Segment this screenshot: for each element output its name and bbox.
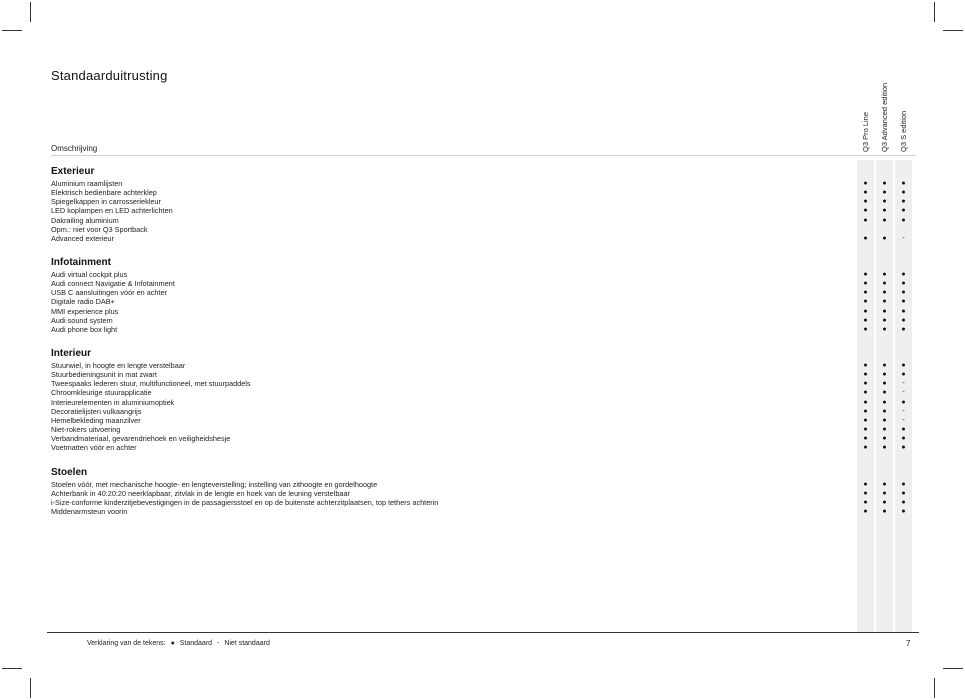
availability-mark: ● (901, 316, 906, 324)
availability-mark: ● (882, 490, 887, 498)
row-label: Audi virtual cockpit plus (51, 270, 128, 279)
availability-mark: ● (863, 416, 868, 424)
availability-mark: ● (863, 490, 868, 498)
footer-divider (47, 632, 919, 633)
table-row (51, 279, 921, 288)
availability-mark: ● (882, 280, 887, 288)
section-title: Stoelen (51, 467, 88, 478)
availability-mark: ● (863, 389, 868, 397)
row-label: Hemelbekleding maanzilver (51, 415, 141, 425)
table-row (51, 325, 921, 334)
legend-standard-symbol: ● (170, 640, 175, 647)
description-column-header: Omschrijving (51, 144, 98, 153)
page-title: Standaarduitrusting (51, 68, 168, 83)
availability-mark: ● (882, 307, 887, 315)
availability-mark: ● (863, 207, 868, 215)
table-row (51, 188, 921, 197)
availability-mark: ● (882, 416, 887, 424)
availability-mark: ● (882, 216, 887, 224)
row-label: Voetmatten vóór en achter (51, 443, 137, 453)
availability-mark: ● (863, 371, 868, 379)
availability-mark: ● (901, 216, 906, 224)
availability-mark: ● (863, 444, 868, 452)
availability-mark: ● (901, 490, 906, 498)
availability-mark: ● (863, 189, 868, 197)
crop-mark (943, 668, 963, 669)
availability-mark: ● (882, 362, 887, 369)
legend-standard-label: Standaard (179, 640, 213, 647)
section-title: Exterieur (51, 166, 95, 177)
row-label: Dakrailing aluminium (51, 215, 119, 225)
availability-mark: ● (863, 198, 868, 206)
table-row (51, 398, 921, 407)
availability-mark: ● (882, 508, 887, 516)
availability-mark: ● (882, 198, 887, 206)
table-row (51, 288, 921, 297)
row-label: Decoratielijsten vulkaangrijs (51, 406, 142, 416)
table-row (51, 425, 921, 434)
table-row (51, 361, 921, 370)
section-title: Infotainment (51, 257, 111, 268)
table-row (51, 379, 921, 388)
crop-mark (2, 668, 22, 669)
row-label: Tweespaaks lederen stuur, multifunctioneel, met stuurpaddels (51, 379, 251, 389)
availability-mark: ● (901, 362, 906, 369)
table-row (51, 197, 921, 206)
availability-mark: ● (882, 426, 887, 434)
availability-mark: ● (901, 426, 906, 434)
availability-mark: ● (882, 371, 887, 379)
legend-nonstandard-symbol: - (217, 640, 220, 647)
table-row (51, 234, 921, 243)
row-label: Elektrisch bedienbare achterklep (51, 188, 157, 198)
availability-mark: ● (882, 298, 887, 306)
crop-mark (943, 30, 963, 31)
legend-prefix: Verklaring van de tekens: (87, 640, 166, 647)
table-row (51, 370, 921, 379)
availability-mark: ● (901, 280, 906, 288)
availability-mark: ● (882, 499, 887, 507)
availability-mark: ● (882, 180, 887, 187)
row-label: Achterbank in 40:20:20 neerklapbaar, zitvlak in de lengte en hoek van de leuning verstelbaar (51, 489, 350, 499)
row-label: Verbandmateriaal, gevarendriehoek en veiligheidshesje (51, 434, 231, 444)
crop-mark (30, 678, 31, 698)
availability-mark: ● (882, 407, 887, 415)
table-row (51, 407, 921, 416)
availability-mark: ● (863, 499, 868, 507)
table-row (51, 216, 921, 225)
row-label: Spiegelkappen in carrosseriekleur (51, 197, 161, 207)
availability-mark: ● (901, 189, 906, 197)
availability-mark: ● (901, 325, 906, 333)
availability-mark: - (902, 234, 905, 242)
table-row (51, 434, 921, 443)
column-header-s-edition: Q3 S edition (899, 110, 908, 152)
table-row (51, 179, 921, 188)
row-label: Digitale radio DAB+ (51, 297, 115, 307)
column-header-advanced-edition: Q3 Advanced edition (880, 82, 889, 152)
row-label: i-Size-conforme kinderzitjebevestigingen in de passagiersstoel en op de buitenste achterzitplaatsen, top tethers achterin (51, 498, 439, 508)
availability-mark: ● (882, 234, 887, 242)
crop-mark (934, 2, 935, 22)
availability-mark: ● (863, 289, 868, 297)
crop-mark (2, 30, 22, 31)
availability-mark: ● (863, 380, 868, 388)
availability-mark: ● (863, 435, 868, 443)
availability-mark: ● (882, 481, 887, 488)
row-label: Interieurelementen in aluminiumoptiek (51, 397, 175, 407)
table-row (51, 489, 921, 498)
section-title: Interieur (51, 348, 92, 359)
availability-mark: ● (901, 180, 906, 187)
header-divider (51, 155, 916, 156)
table-row (51, 225, 921, 234)
availability-mark: ● (863, 508, 868, 516)
availability-mark: - (902, 380, 905, 388)
row-label: Middenarmsteun voorin (51, 507, 128, 517)
availability-mark: ● (863, 298, 868, 306)
availability-mark: ● (863, 216, 868, 224)
availability-mark: - (902, 416, 905, 424)
column-header-pro-line: Q3 Pro Line (861, 111, 870, 152)
availability-mark: ● (901, 289, 906, 297)
availability-mark: ● (901, 444, 906, 452)
row-label: Stuurbedieningsunit in mat zwart (51, 370, 157, 380)
availability-mark: ● (882, 444, 887, 452)
availability-mark: ● (863, 307, 868, 315)
availability-mark: ● (901, 298, 906, 306)
availability-mark: ● (863, 426, 868, 434)
availability-mark: ● (882, 189, 887, 197)
table-row (51, 443, 921, 452)
availability-mark: ● (901, 198, 906, 206)
row-label: Audi phone box light (51, 324, 118, 334)
legend-nonstandard-label: Niet standaard (224, 640, 270, 647)
row-label: Audi connect Navigatie & Infotainment (51, 279, 175, 289)
availability-mark: - (902, 389, 905, 397)
crop-mark (934, 678, 935, 698)
availability-mark: ● (901, 508, 906, 516)
availability-mark: ● (901, 481, 906, 488)
availability-mark: ● (882, 435, 887, 443)
table-row (51, 297, 921, 306)
row-label: Opm.: niet voor Q3 Sportback (51, 224, 148, 234)
table-row (51, 388, 921, 397)
table-row (51, 480, 921, 489)
availability-mark: ● (901, 371, 906, 379)
row-label: MMI experience plus (51, 306, 119, 316)
availability-mark: ● (901, 435, 906, 443)
availability-mark: ● (863, 316, 868, 324)
availability-mark: ● (863, 325, 868, 333)
legend (87, 640, 273, 647)
table-row (51, 206, 921, 215)
availability-mark: ● (863, 407, 868, 415)
availability-mark: ● (863, 481, 868, 488)
availability-mark: ● (882, 316, 887, 324)
availability-mark: ● (901, 398, 906, 406)
availability-mark: ● (863, 362, 868, 369)
availability-mark: - (902, 407, 905, 415)
availability-mark: ● (882, 271, 887, 278)
table-row (51, 498, 921, 507)
row-label: Stuurwiel, in hoogte en lengte verstelbaar (51, 361, 186, 370)
row-label: Stoelen vóór, met mechanische hoogte- en lengteverstelling; instelling van zithoogte en gordelhoogte (51, 480, 378, 489)
availability-mark: ● (863, 180, 868, 187)
availability-mark: ● (882, 289, 887, 297)
crop-mark (30, 2, 31, 22)
availability-mark: ● (901, 499, 906, 507)
row-label: Audi sound system (51, 315, 113, 325)
availability-mark: ● (882, 325, 887, 333)
table-row (51, 270, 921, 279)
row-label: USB C aansluitingen vóór en achter (51, 288, 168, 298)
availability-mark: ● (882, 207, 887, 215)
availability-mark: ● (882, 389, 887, 397)
availability-mark: ● (882, 380, 887, 388)
availability-mark: ● (863, 271, 868, 278)
availability-mark: ● (901, 271, 906, 278)
availability-mark: ● (863, 234, 868, 242)
row-label: Advanced exterieur (51, 233, 114, 243)
row-label: Niet-rokers uitvoering (51, 425, 121, 435)
table-row (51, 507, 921, 516)
row-label: Aluminium raamlijsten (51, 179, 123, 188)
availability-mark: ● (901, 307, 906, 315)
row-label: Chroomkleurige stuurapplicatie (51, 388, 152, 398)
availability-mark: ● (863, 280, 868, 288)
table-row (51, 316, 921, 325)
availability-mark: ● (882, 398, 887, 406)
table-row (51, 416, 921, 425)
table-row (51, 307, 921, 316)
availability-mark: ● (901, 207, 906, 215)
availability-mark: ● (863, 398, 868, 406)
page-number: 7 (906, 639, 911, 648)
row-label: LED koplampen en LED achterlichten (51, 206, 173, 216)
